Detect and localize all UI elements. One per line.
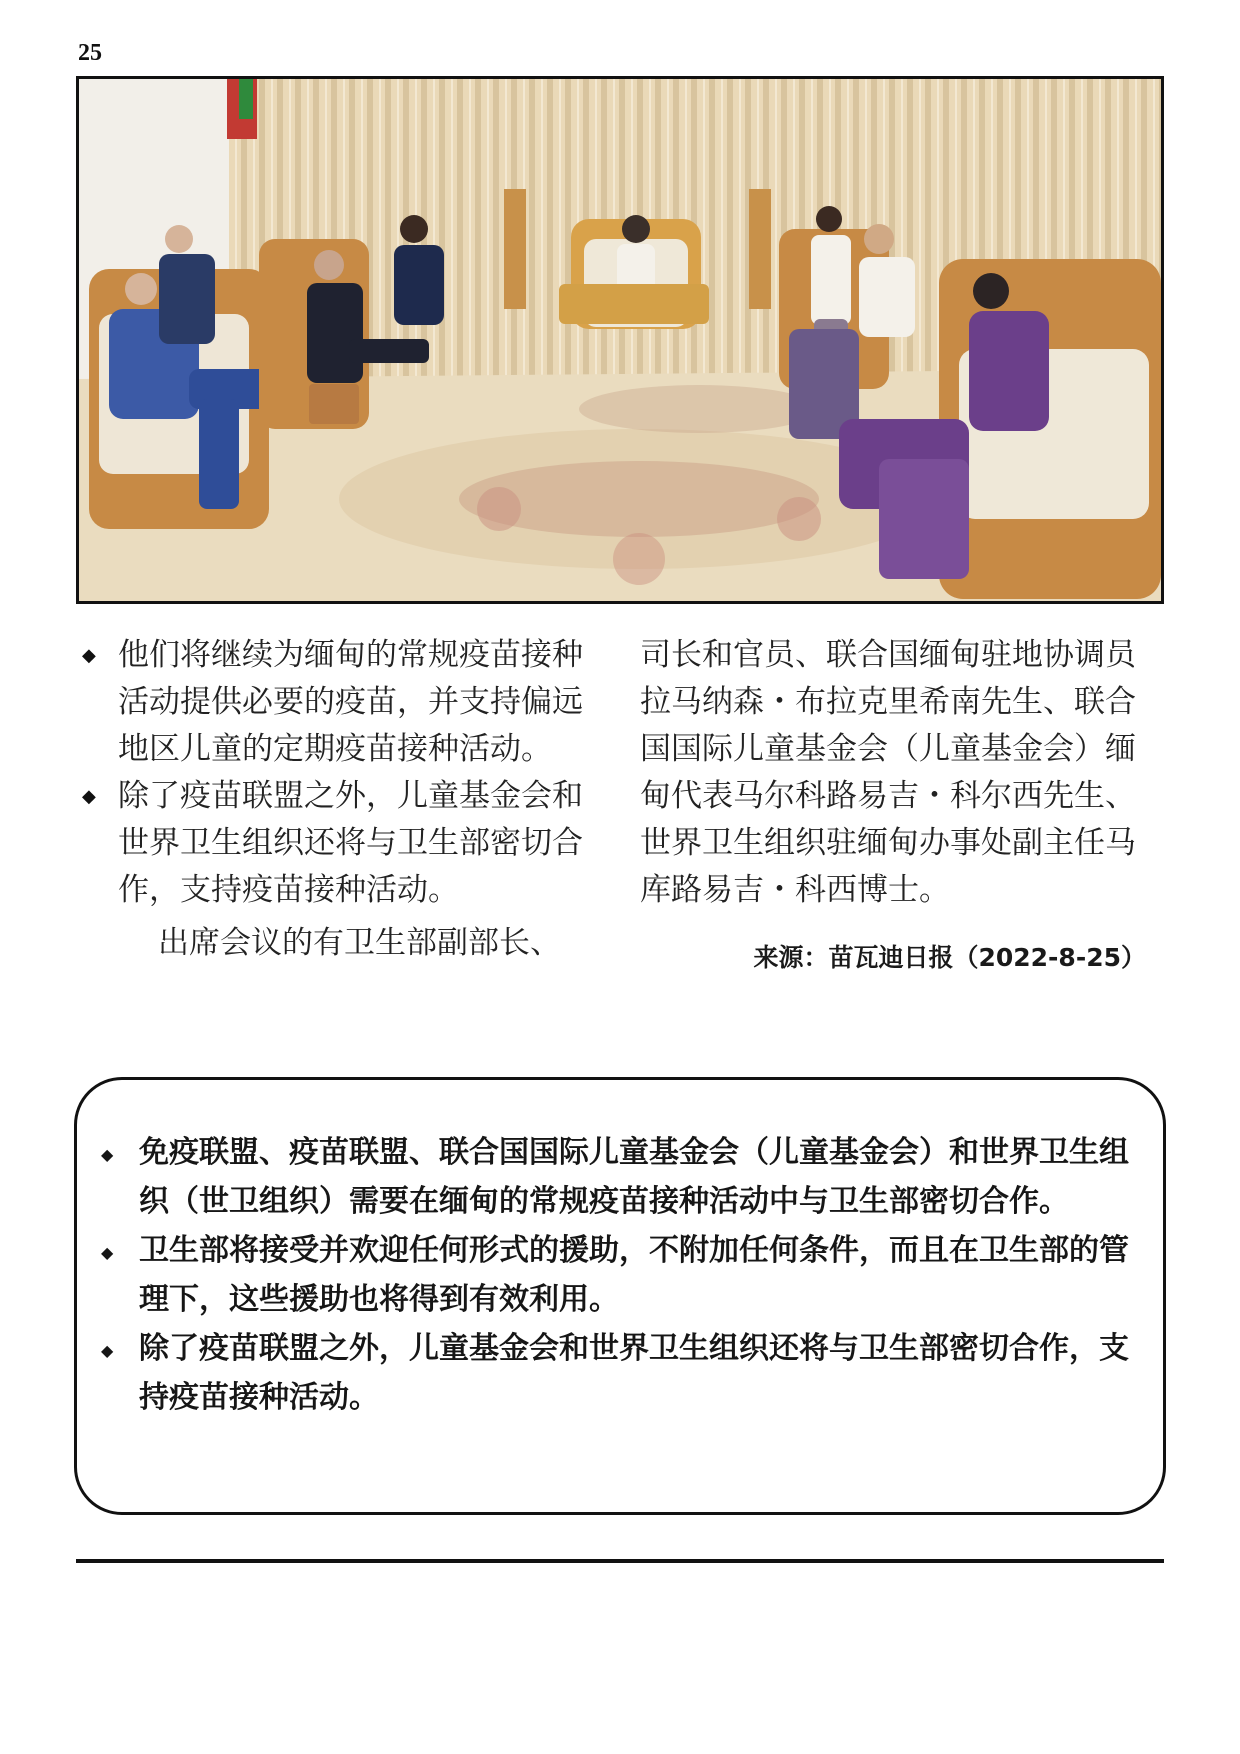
article-bullet-item — [82, 773, 610, 914]
article-bullet-item — [82, 632, 610, 773]
article-bullet-text: 他们将继续为缅甸的常规疫苗接种活动提供必要的疫苗，并支持偏远地区儿童的定期疫苗接种活动。 — [118, 637, 583, 767]
diamond-bullet-icon: ◆ — [101, 1341, 114, 1360]
article-left-column — [82, 632, 610, 967]
meeting-photo — [76, 76, 1164, 604]
summary-item — [101, 1324, 1129, 1422]
summary-item-text: 卫生部将接受并欢迎任何形式的援助，不附加任何条件，而且在卫生部的管理下，这些援助也将得到有效利用。 — [139, 1233, 1129, 1317]
meeting-photo-illustration — [79, 79, 1161, 601]
diamond-bullet-icon: ◆ — [82, 645, 96, 666]
summary-list — [101, 1128, 1129, 1422]
article-right-column — [640, 632, 1160, 914]
summary-item — [101, 1226, 1129, 1324]
attendees-paragraph-start: 出席会议的有卫生部副部长、 — [158, 925, 561, 961]
diamond-bullet-icon: ◆ — [101, 1145, 114, 1164]
attendees-paragraph-continued: 司长和官员、联合国缅甸驻地协调员拉马纳森・布拉克里希南先生、联合国国际儿童基金会（儿童基金会）缅甸代表马尔科路易吉・科尔西先生、世界卫生组织驻缅甸办事处副主任马库路易吉・科西博士。 — [640, 637, 1136, 908]
summary-box — [74, 1077, 1166, 1515]
summary-item-text: 免疫联盟、疫苗联盟、联合国国际儿童基金会（儿童基金会）和世界卫生组织（世卫组织）需要在缅甸的常规疫苗接种活动中与卫生部密切合作。 — [139, 1135, 1129, 1219]
bottom-divider — [76, 1559, 1164, 1563]
article-source: 来源：苗瓦迪日报（2022-8-25） — [753, 943, 1146, 972]
summary-item — [101, 1128, 1129, 1226]
diamond-bullet-icon: ◆ — [82, 786, 96, 807]
summary-item-text: 除了疫苗联盟之外，儿童基金会和世界卫生组织还将与卫生部密切合作，支持疫苗接种活动。 — [139, 1331, 1129, 1415]
article-bullet-text: 除了疫苗联盟之外，儿童基金会和世界卫生组织还将与卫生部密切合作，支持疫苗接种活动。 — [118, 778, 583, 908]
page-number: 25 — [78, 40, 102, 66]
diamond-bullet-icon: ◆ — [101, 1243, 114, 1262]
